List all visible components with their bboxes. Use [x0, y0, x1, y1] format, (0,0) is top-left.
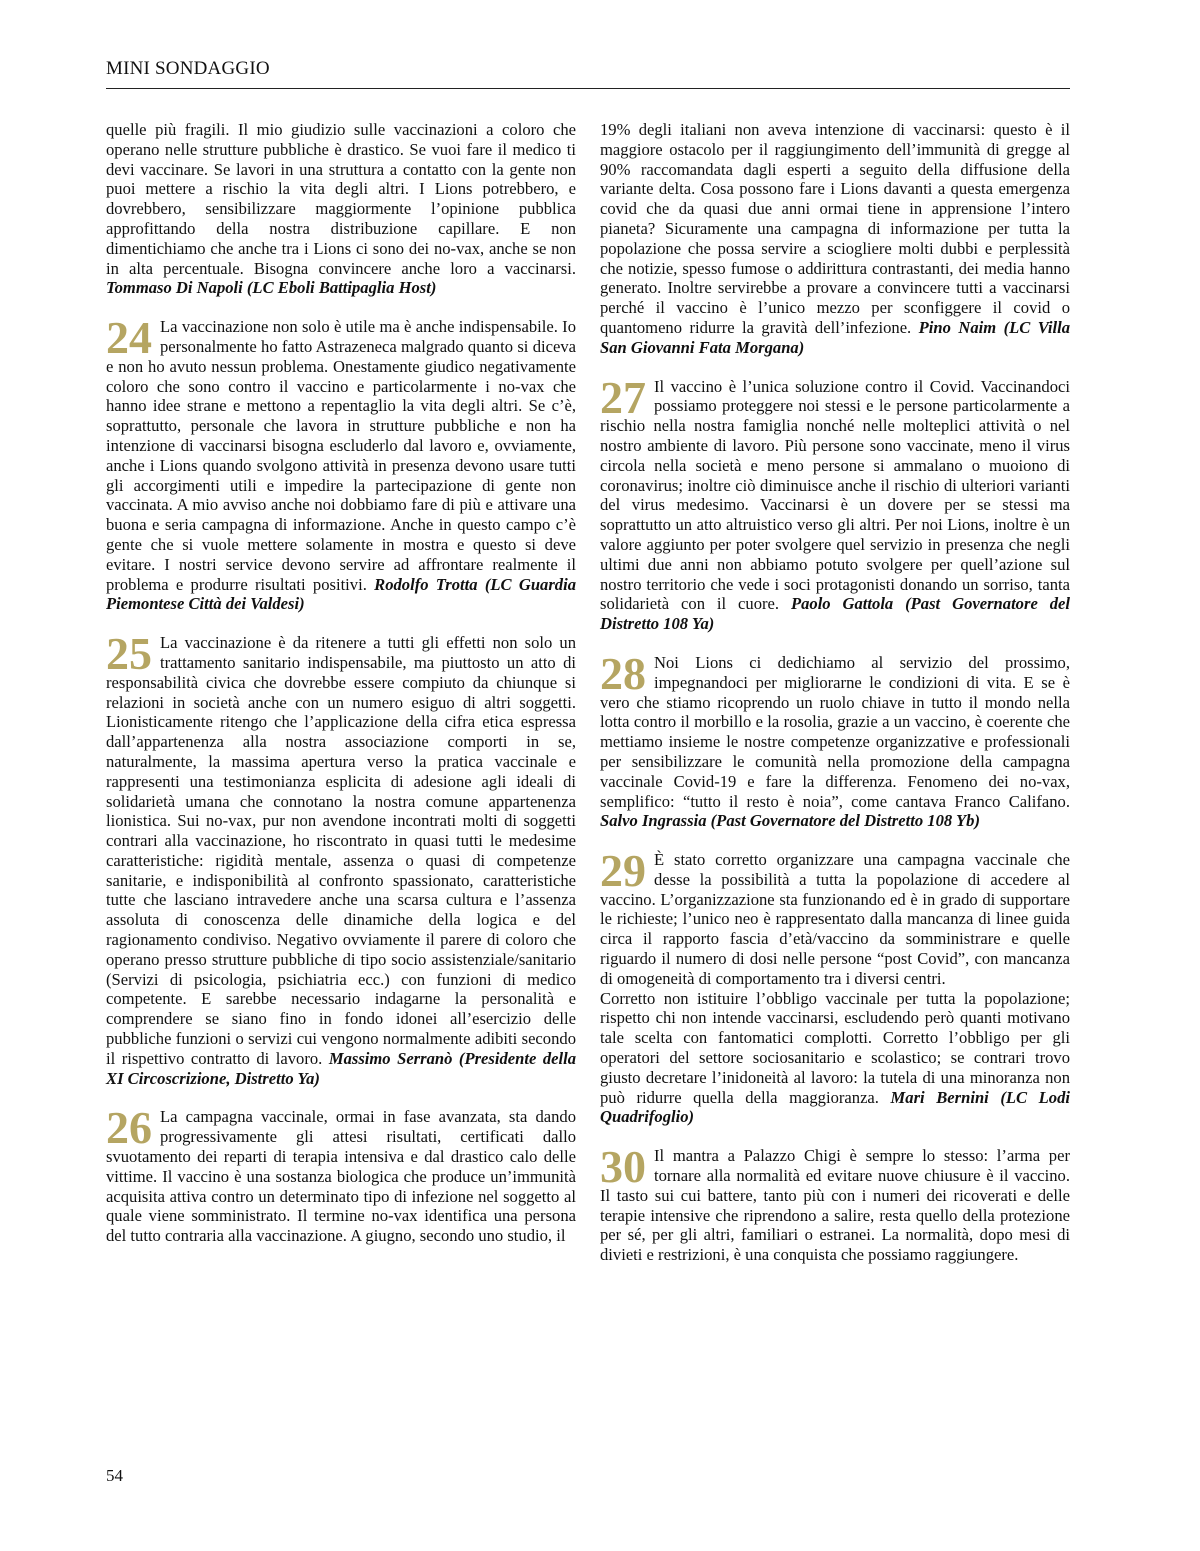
entry-number: 26	[106, 1102, 152, 1154]
right-column	[600, 120, 1070, 1284]
entry-text	[600, 371, 1070, 634]
entry-body: Il mantra a Palazzo Chigi è sempre lo stesso: l’arma per tornare alla normalità ed evitare nuove chiusure è il vaccino. Il tasto sui cui battere, tanto più con i numeri dei ricoverati e delle terapie intensive che riprendono a salire, resta quello della protezione per sé, per gli altri, familiari o estranei. La normalità, dopo mesi di divieti e restrizioni, è una conquista che possiamo raggiungere.	[600, 1146, 1070, 1265]
entry-number: 28	[600, 647, 646, 699]
entry-signature: Pino Naim (LC Villa San Giovanni Fata Morgana)	[600, 317, 1071, 357]
continuation-entry	[600, 120, 1070, 358]
entry-signature: Tommaso Di Napoli (LC Eboli Battipaglia Host)	[106, 278, 437, 298]
entry-25	[106, 628, 577, 1088]
entry-27	[600, 371, 1070, 634]
entry-body: La vaccinazione non solo è utile ma è anche indispensabile. Io personalmente ho fatto Astrazeneca malgrado quanto si diceva e non ho avuto nessun problema. Onestamente giudico negativamente coloro che sono contro il vaccino e particolarmente i no-vax che hanno idee strane e mettono a repentaglio la vita degli altri. Se c’è, soprattutto, personale che lavora in strutture pubbliche e non ha intenzione di vaccinarsi bisogna escluderlo dal lavoro e, ovviamente, anche i Lions quando svolgono attività in presenza devono usare tutti gli accorgimenti utili e impedire la partecipazione di gente non vaccinata. A mio avviso anche noi dobbiamo fare di più e attivare una buona e seria campagna di informazione. Anche in questo campo c’è gente che si vuole mettere solamente in mostra e questo si deve evitare. I nostri service devono servire ad affrontare realmente il problema e produrre risultati positivi.	[106, 317, 576, 594]
entry-text	[106, 1102, 576, 1246]
entry-29	[600, 845, 1070, 1127]
entry-text	[600, 120, 1070, 358]
entry-28	[600, 647, 1070, 831]
entry-signature: Paolo Gattola (Past Governatore del Distretto 108 Ya)	[600, 594, 1070, 634]
entry-26	[106, 1102, 576, 1246]
entry-body: quelle più fragili. Il mio giudizio sulle vaccinazioni a coloro che operano nelle strutture pubbliche è drastico. Se vuoi fare il medico ti devi vaccinare. Se lavori in una struttura a contatto con la gente non puoi mettere a rischio la vita degli altri. I Lions potrebbero, e dovrebbero, sensibilizzare maggiormente l’opinione pubblica approfittando della nostra distribuzione capillare. E non dimentichiamo che anche tra i Lions ci sono dei no-vax, anche se non in alta percentuale. Bisogna convincere anche loro a vaccinarsi.	[106, 120, 576, 278]
entry-text	[106, 628, 577, 1088]
entry-signature: Mari Bernini (LC Lodi Quadrifoglio)	[600, 1087, 1070, 1127]
entry-body: È stato corretto organizzare una campagna vaccinale che desse la possibilità a tutta la popolazione di accedere al vaccino. L’organizzazione sta funzionando ed è in grado di supportare le richieste; l’unico neo è rappresentato dalla mancanza di linee guida circa il rapporto fascia d’età/vaccino da somministrare e quelle riguardo il numero di dosi nelle persone “post Covid”, con mancanza di omogeneità di comportamento tra i diversi centri.	[600, 850, 1070, 988]
entry-signature: Rodolfo Trotta (LC Guardia Piemontese Città dei Valdesi)	[106, 574, 577, 614]
entry-body: La campagna vaccinale, ormai in fase avanzata, sta dando progressivamente gli attesi risultati, certificati dallo svuotamento dei reparti di terapia intensiva e dal drastico calo delle vittime. Il vaccino è una sostanza biologica che produce un’immunità acquisita attiva contro un determinato tipo di infezione nel soggetto al quale viene somministrato. Il termine no-vax identifica una persona del tutto contraria alla vaccinazione. A giugno, secondo uno studio, il	[106, 1107, 576, 1246]
entry-body: Il vaccino è l’unica soluzione contro il Covid. Vaccinandoci possiamo proteggere noi stessi e le persone particolarmente a rischio nella nostra famiglia nonché nelle molteplici attività o nel nostro ambiente di lavoro. Più persone sono vaccinate, meno il virus circola nella società e meno persone si ammalano o muoiono di coronavirus; inoltre ciò diminuisce anche il rischio di ulteriori varianti del virus medesimo. Vaccinarsi è un dovere per se stessi ma soprattutto un atto altruistico verso gli altri. Per noi Lions, inoltre è un valore aggiunto per poter svolgere quel servizio in presenza che negli ultimi due anni non abbiamo potuto svolgere per quell’azione sul nostro territorio che vede i soci protagonisti donando un sorriso, tanta solidarietà con il cuore.	[600, 376, 1070, 614]
entry-number: 30	[600, 1141, 646, 1193]
entry-text	[600, 647, 1070, 831]
entry-number: 24	[106, 312, 152, 364]
entry-30	[600, 1141, 1070, 1265]
entry-number: 29	[600, 845, 646, 897]
entry-body: La vaccinazione è da ritenere a tutti gli effetti non solo un trattamento sanitario indispensabile, ma piuttosto un atto di responsabilità civica che dovrebbe essere compiuto da chiunque si relazioni in società anche con un numero esiguo di altri soggetti. Lionisticamente ritengo che l’applicazione della cifra etica espressa dall’appartenenza alla nostra associazione comporti in se, naturalmente, la massima apertura verso la pratica vaccinale e rappresenti una testimonianza esplicita di adesione agli ideali di solidarietà umana che connotano la nostra comune appartenenza lionistica. Sui no-vax, pur non avendone incontrati molti di soggetti contrari alla vaccinazione, ho riscontrato in quasi tutti le medesime caratteristiche: rigidità mentale, assenza o quasi di competenze sanitarie, e indisponibilità al confronto spassionato, caratteristiche tutte che lasciano intravedere anche una scarsa cultura e l’assenza assoluta di conoscenza delle dinamiche della logica e del ragionamento condiviso. Negativo ovviamente il parere di coloro che operano presso strutture pubbliche di tipo socio assistenziale/sanitario (Servizi di psicologia, psichiatria ecc.) con funzioni di medico competente. E sarebbe necessario indagarne la personalità e comprendere se siano fino in fondo idonei all’esercizio delle pubbliche funzioni o servizi cui vengono normalmente adibiti secondo il rispettivo contratto di lavoro.	[106, 633, 576, 1068]
entry-text-continued	[600, 989, 1070, 1128]
entry-signature: Massimo Serranò (Presidente della XI Circoscrizione, Distretto Ya)	[106, 1048, 577, 1088]
section-title: MINI SONDAGGIO	[106, 58, 270, 79]
left-column	[106, 120, 576, 1265]
entry-24	[106, 312, 577, 614]
page-number: 54	[106, 1466, 123, 1485]
entry-text	[106, 120, 576, 298]
entry-number: 27	[600, 371, 646, 423]
entry-body: Corretto non istituire l’obbligo vaccinale per tutta la popolazione; rispetto chi non intende vaccinarsi, escludendo però quanti motivano tale scelta con fantomatici complotti. Corretto l’obbligo per gli operatori del settore sociosanitario e scolastico; se contrari trovo giusto decretare l’inidoneità al lavoro: la tutela di una minoranza non può ridurre quella della maggioranza.	[600, 988, 1070, 1107]
entry-signature: Salvo Ingrassia (Past Governatore del Distretto 108 Yb)	[600, 811, 980, 831]
intro-entry	[106, 120, 576, 298]
entry-text	[106, 312, 577, 614]
entry-text	[600, 1141, 1070, 1265]
entry-number: 25	[106, 628, 152, 680]
entry-body: Noi Lions ci dedichiamo al servizio del prossimo, impegnandoci per migliorarne le condizioni di vita. E se è vero che stiamo ricoprendo un ruolo chiave in tutto il mondo nella lotta contro il morbillo e la rosolia, grazie a un vaccino, è coerente che mettiamo insieme le nostre competenze organizzative e professionali per sensibilizzare le comunità nella promozione della campagna vaccinale Covid-19 e fare la differenza. Fenomeno dei no-vax, semplifico: “tutto il resto è noia”, come cantava Franco Califano.	[600, 652, 1070, 811]
section-header	[106, 58, 1070, 89]
entry-text	[600, 845, 1070, 989]
entry-body: 19% degli italiani non aveva intenzione di vaccinarsi: questo è il maggiore ostacolo per il raggiungimento dell’immunità di gregge al 90% raccomandata dagli esperti a seguito della diffusione della variante delta. Cosa possono fare i Lions davanti a questa emergenza covid che da quasi due anni ormai tiene in apprensione l’intero pianeta? Sicuramente una campagna di informazione per tutta la popolazione che possa servire a sciogliere molti dubbi e perplessità che notizie, spesso fumose o addirittura contrastanti, dei media hanno generato. Inoltre servirebbe a provare a convincere tutti a vaccinarsi perché il vaccino è l’unico mezzo per sconfiggere il covid o quantomeno ridurre la gravità dell’infezione.	[600, 120, 1070, 337]
